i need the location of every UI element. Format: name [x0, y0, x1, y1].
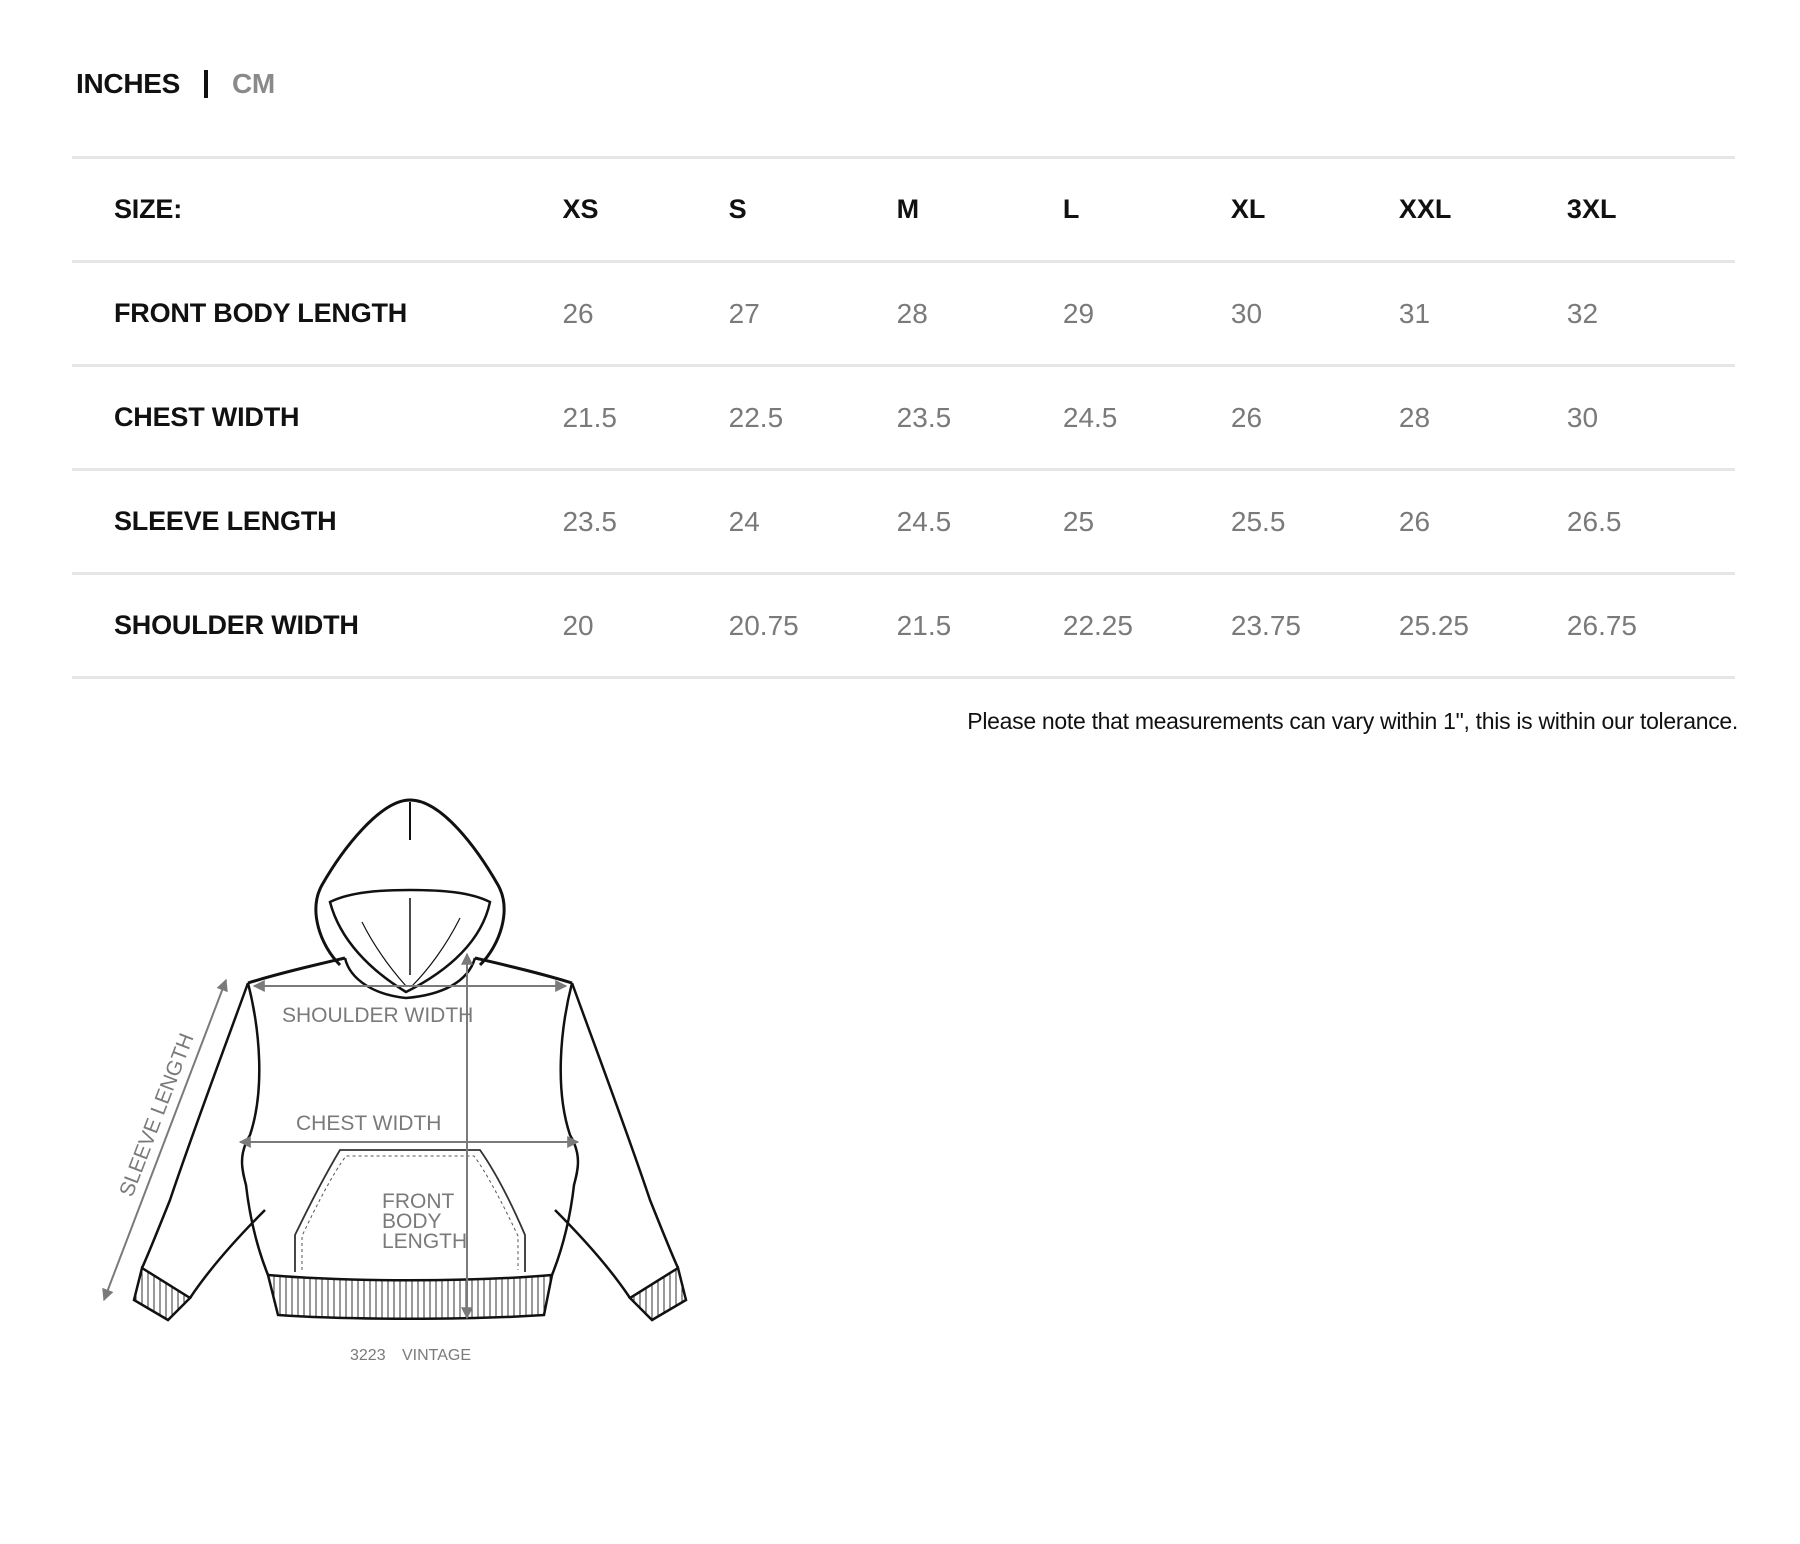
table-cell: 26 [562, 297, 594, 329]
table-cell: 28 [1398, 401, 1431, 433]
left-cuff [134, 1268, 190, 1320]
size-header-label: SIZE: [114, 194, 183, 224]
right-cuff [630, 1268, 686, 1320]
unit-toggle [76, 64, 275, 104]
table-cell: 23.5 [562, 505, 617, 537]
table-cell: 27 [728, 297, 760, 329]
table-row [72, 470, 1735, 574]
table-cell: 30 [1566, 401, 1599, 433]
table-cell: 29 [1062, 297, 1095, 329]
table-header-row [72, 158, 1735, 262]
sleeve-length-arrow [104, 980, 226, 1300]
table-cell: 24 [728, 505, 760, 537]
hoodie-measurement-diagram [50, 790, 750, 1430]
front-body-length-label-1: FRONT [382, 1190, 455, 1213]
table-cell: 28 [896, 297, 928, 329]
chest-width-label: CHEST WIDTH [296, 1112, 442, 1135]
sleeve-length-label: SLEEVE LENGTH [115, 1030, 199, 1200]
table-cell: 23.5 [896, 401, 952, 433]
table-cell: 24.5 [1062, 401, 1118, 433]
table-cell: 20.75 [728, 609, 799, 641]
table-cell: 22.25 [1062, 609, 1133, 641]
row-label-shoulder-width: SHOULDER WIDTH [114, 610, 359, 640]
table-cell: 20 [562, 609, 594, 641]
waistband [268, 1275, 552, 1319]
left-shoulder [248, 958, 345, 983]
front-body-length-label-3: LENGTH [382, 1230, 468, 1253]
size-3xl: 3XL [1566, 194, 1617, 224]
table-cell: 25.5 [1230, 505, 1286, 537]
table-cell: 24.5 [896, 505, 952, 537]
table-row [72, 366, 1735, 470]
row-label-sleeve-length: SLEEVE LENGTH [114, 506, 337, 536]
table-cell: 21.5 [562, 401, 617, 433]
table-row [72, 574, 1735, 678]
table-cell: 21.5 [896, 609, 952, 641]
table-cell: 30 [1230, 297, 1263, 329]
style-number: 3223 [350, 1347, 386, 1364]
table-cell: 26.5 [1566, 505, 1622, 537]
size-xxl: XXL [1398, 194, 1452, 224]
unit-inches-tab[interactable]: INCHES [76, 68, 180, 99]
row-label-chest-width: CHEST WIDTH [114, 402, 300, 432]
table-cell: 25 [1062, 505, 1095, 537]
size-l: L [1062, 194, 1080, 224]
table-cell: 26 [1398, 505, 1431, 537]
hoodie-outline-icon [50, 790, 750, 1430]
table-row [72, 262, 1735, 366]
table-cell: 22.5 [728, 401, 784, 433]
size-xl: XL [1230, 194, 1266, 224]
unit-divider [204, 70, 208, 98]
unit-cm-tab[interactable]: CM [232, 68, 275, 99]
right-shoulder [475, 958, 572, 983]
row-label-front-body-length: FRONT BODY LENGTH [114, 298, 408, 328]
table-cell: 23.75 [1230, 609, 1301, 641]
size-m: M [896, 194, 920, 224]
table-cell: 26.75 [1566, 609, 1637, 641]
table-cell: 26 [1230, 401, 1263, 433]
size-xs: XS [562, 194, 599, 224]
style-name: VINTAGE [402, 1347, 472, 1364]
table-cell: 31 [1398, 297, 1431, 329]
tolerance-note: Please note that measurements can vary within 1", this is within our tolerance. [967, 708, 1738, 734]
table-cell: 32 [1566, 297, 1599, 329]
front-body-length-label-2: BODY [382, 1210, 442, 1233]
shoulder-width-label: SHOULDER WIDTH [282, 1004, 474, 1027]
table-cell: 25.25 [1398, 609, 1469, 641]
size-chart-table [72, 156, 1735, 679]
size-s: S [728, 194, 747, 224]
